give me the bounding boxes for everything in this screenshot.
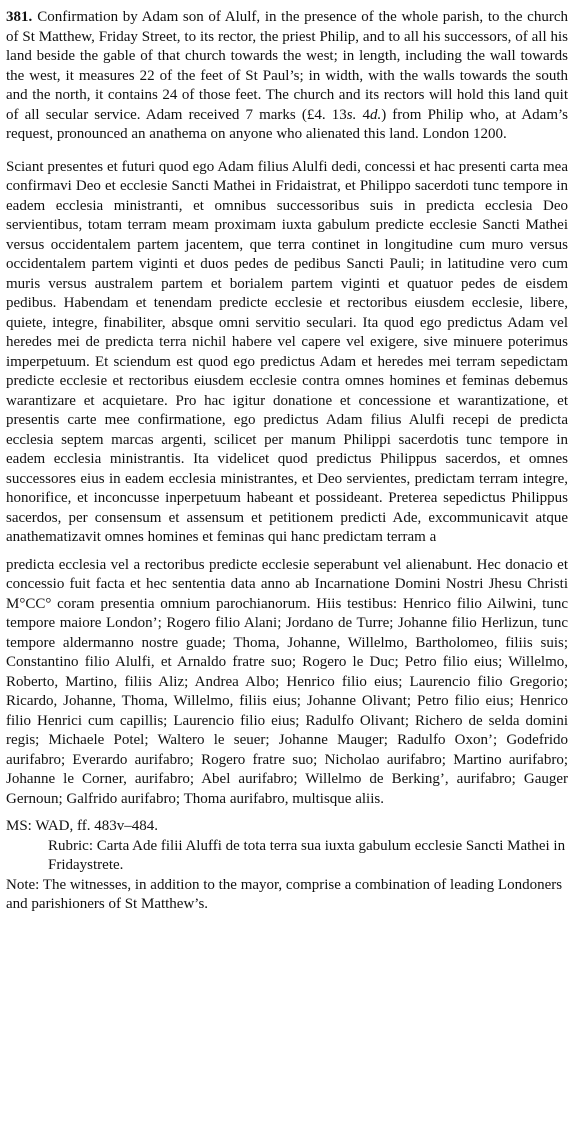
editorial-note: Note: The witnesses, in addition to the mayor, comprise a combination of leading Londoners and parishioners of St Matthew’s. [6,876,563,912]
summary-pence: d. [369,106,382,123]
entry-summary [6,8,568,145]
summary-text-b: ) from Philip who, at Adam’s request, pronounced an anathema on anyone who alienated this land. London 1200. [6,106,569,142]
entry-number: 381. [6,9,33,25]
latin-charter-text-part1: Sciant presentes et futuri quod ego Adam filius Alulfi dedi, concessi et hac presenti carta mea confirmavi Deo et ecclesie Sancti Mathei in Fridaistrat, et Philippo sacerdoti tunc tempore in eadem ecclesia ministranti, et omnibus successoribus suis in predicta ecclesia Deo servientibus, totam terram meam proximam iuxta gabulum predicte ecclesie Sancti Mathei versus occidentalem partem jacentem, que terra continet in longitudine cum muro versus occidentalem partem viginti et duos pedes de pedibus Sancti Pauli; in latitudine vero cum muris versus australem partem et borialem partem viginti et quatuor pedes de eisdem pedibus. Habendam et tenendam predicte ecclesie et rectoribus eiusdem ecclesie, libere, quiete, integre, finabiliter, absque omni servitio seculari. Ita quod ego predictus Adam vel heredes mei de predicta terra nichil habere vel capere vel exigere, sive minuere poterimus imperpetuum. Et sciendum est quod ego predictus Adam et heredes mei terram sepedictam predicte ecclesie et rectoribus eiusdem ecclesie contra omnes homines et feminas debemus warantizare et acquietare. Pro hac igitur donatione et concessione et warantizatione, et presentis carte mee confirmatione, ego predictus Adam filius Alulfi recepi de predicta ecclesia septem marcas argenti, scilicet per manum Philippi sacerdotis tunc tempore in eadem ecclesia ministrantis. Ita videlicet quod predictus Philippus sacerdos, et omnes successores eius in eadem ecclesia ministrantes, et Deo servientes, predictam terram integre, honorifice, et inconcusse inperpetuum habeant et possideant. Preterea sepedictus Philippus sacerdos, per consensum et assensum et petitionem predicti Ade, excommunicavit atque anathematizavit omnes homines et feminas qui hanc predictam terram a [6,158,568,545]
document-page [6,8,568,915]
summary-shillings: s. [346,106,357,123]
summary-text-a: Confirmation by Adam son of Alulf, in the presence of the whole parish, to the church of St Matthew, Friday Street, to its rector, the priest Philip, and to all his successors, of all his land beside the gable of that church towards the west; in length, including the wall towards the west, it measures 22 of the feet of St Paul’s; in width, with the walls towards the south and the north, it contains 24 of those feet. The church and its rectors will hold this land quit of all secular service. Adam received 7 marks (£4. 13 [6,9,568,123]
rubric-note: Rubric: Carta Ade filii Aluffi de tota terra sua iuxta gabulum ecclesie Sancti Mathei in Fridaystrete. [48,837,566,873]
latin-charter-text-part2: predicta ecclesia vel a rectoribus predicte ecclesie seperabunt vel alienabunt. Hec donacio et concessio fuit facta et hec sententia data anno ab Incarnatione Domini Nostri Jhesu Christi M°CC° coram presentia omnium parochianorum. Hiis testibus: Henrico filio Ailwini, tunc tempore maiore London’; Rogero filio Alani; Jordano de Turre; Johanne filio Herlizun, tunc tempore aldermanno nostre guade; Thoma, Johanne, Willelmo, Bartholomeo, filiis suis; Constantino filio Alulfi, et Arnaldo fratre suo; Rogero le Duc; Petro filio eius; Willelmo, Roberto, Martino, filiis Aliz; Andrea Albo; Henrico filio eius; Laurencio filio Gregorio; Ricardo, Johanne, Thoma, Willelmo, filiis eius; Johanne Olivant; Petro filio eius; Henrico filio Henrici cum capillis; Laurencio filio eius; Radulfo Olivant; Richero de selda domini regis; Michaele Potel; Waltero le seuer; Johanne Mauger; Radulfo Oxon’; Godefrido aurifabro; Everardo aurifabro; Rogero fratre suo; Nicholao aurifabro; Martino aurifabro; Johanne le Corner, aurifabro; Abel aurifabro; Willelmo de Berking’, aurifabro; Gauger Gernoun; Galfrido aurifabro; Thoma aurifabro, multisque aliis. [6,556,568,807]
manuscript-reference: MS: WAD, ff. 483v–484. [6,818,158,834]
summary-text-mid: 4 [356,106,370,123]
